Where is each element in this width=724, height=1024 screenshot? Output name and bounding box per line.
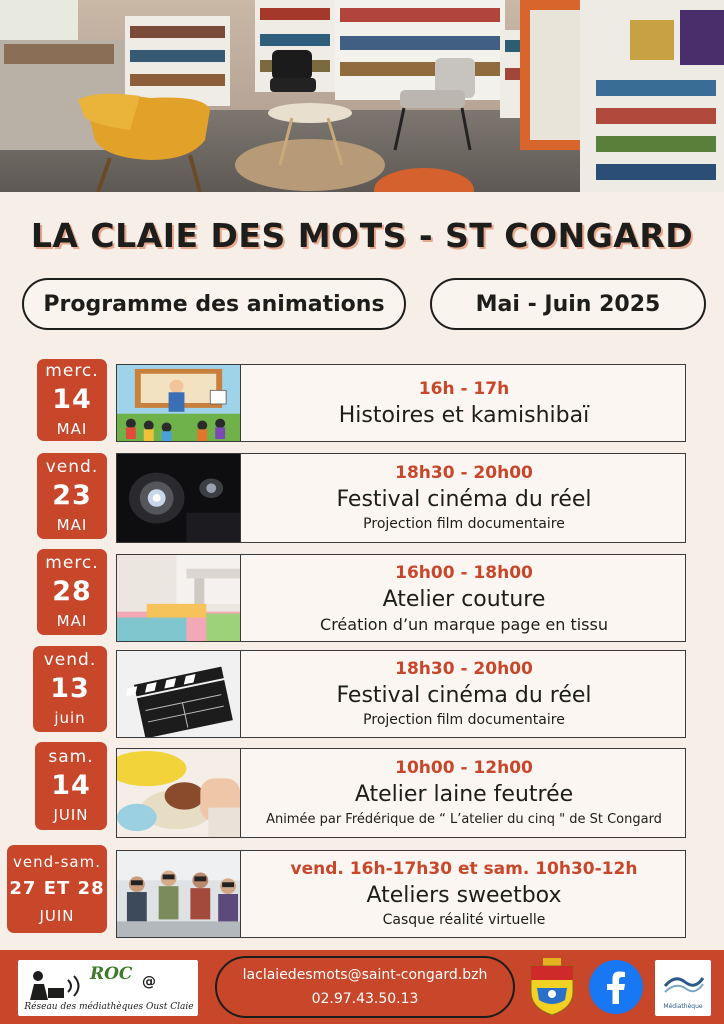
event-day-number: 13 <box>50 673 90 704</box>
event-day: sam. <box>48 747 94 767</box>
event-day-number: 23 <box>52 480 92 511</box>
event-day: vend-sam. <box>13 853 101 871</box>
event-subtitle: Animée par Frédérique de “ L’atelier du cinq " de St Congard <box>266 812 662 827</box>
event-month: MAI <box>56 420 88 438</box>
event-date-badge <box>37 549 107 635</box>
event-title: Atelier couture <box>382 587 546 612</box>
event-text <box>243 365 685 441</box>
commune-crest-icon <box>529 958 575 1016</box>
event-title: Ateliers sweetbox <box>366 883 562 908</box>
event-card <box>116 554 686 642</box>
event-day-number: 14 <box>51 770 91 801</box>
roc-logo-caption: Réseau des médiathèques Oust Claie <box>24 1002 194 1012</box>
event-month: MAI <box>56 612 88 630</box>
event-month: MAI <box>56 516 88 534</box>
event-date-badge <box>37 359 107 441</box>
event-date-badge <box>7 845 107 933</box>
event-month: JUIN <box>53 806 89 824</box>
mediatheque-logo <box>655 960 711 1016</box>
event-time: 18h30 - 20h00 <box>395 463 533 483</box>
event-card <box>116 650 686 738</box>
roc-logo-text: ROC <box>90 964 133 984</box>
clapperboard-photo <box>117 651 241 737</box>
vr-headsets-photo <box>117 851 241 937</box>
felted-wool-photo <box>117 749 241 837</box>
event-text <box>243 851 685 937</box>
event-title: Histoires et kamishibaï <box>338 402 590 428</box>
event-card <box>116 850 686 938</box>
mediatheque-logo-text: Médiathèque <box>663 1003 703 1010</box>
program-label: Programme des animations <box>22 278 406 330</box>
event-day-number: 28 <box>52 576 92 607</box>
period-label: Mai - Juin 2025 <box>430 278 706 330</box>
event-text <box>243 555 685 641</box>
event-time: 16h00 - 18h00 <box>395 563 533 583</box>
event-subtitle: Projection film documentaire <box>363 712 565 728</box>
book-wave-icon <box>655 964 711 1004</box>
page-title: LA CLAIE DES MOTS - ST CONGARD <box>30 216 694 255</box>
hero-photo-library-interior <box>0 0 724 192</box>
event-time: 10h00 - 12h00 <box>395 758 533 778</box>
contact-phone[interactable]: 02.97.43.50.13 <box>311 991 419 1007</box>
event-day-number: 14 <box>52 384 92 415</box>
event-time: 18h30 - 20h00 <box>395 659 533 679</box>
event-time: 16h - 17h <box>418 378 510 399</box>
event-day: merc. <box>45 553 99 573</box>
contact-info <box>215 956 515 1018</box>
event-day: vend. <box>43 650 97 670</box>
facebook-icon[interactable] <box>589 960 643 1014</box>
event-date-badge <box>33 646 107 732</box>
event-card <box>116 748 686 838</box>
event-subtitle: Projection film documentaire <box>363 516 565 532</box>
event-day: merc. <box>45 361 99 381</box>
contact-email[interactable]: laclaiedesmots@saint-congard.bzh <box>242 967 488 983</box>
event-subtitle: Création d’un marque page en tissu <box>320 615 608 634</box>
event-text <box>243 651 685 737</box>
film-projector-photo <box>117 454 241 542</box>
event-date-badge <box>35 742 107 830</box>
event-text <box>243 454 685 542</box>
event-card <box>116 364 686 442</box>
event-card <box>116 453 686 543</box>
event-day: vend. <box>45 457 99 477</box>
event-title: Festival cinéma du réel <box>336 487 592 512</box>
roc-logo <box>18 960 198 1016</box>
event-month: JUIN <box>39 907 75 925</box>
sewing-machine-photo <box>117 555 241 641</box>
roc-logo-at: @ <box>142 974 156 990</box>
event-month: juin <box>54 709 86 727</box>
event-day-number: 27 ET 28 <box>9 878 105 899</box>
footer <box>0 950 724 1024</box>
event-text <box>243 749 685 837</box>
event-date-badge <box>37 453 107 539</box>
event-title: Festival cinéma du réel <box>336 683 592 708</box>
event-title: Atelier laine feutrée <box>354 782 574 807</box>
event-subtitle: Casque réalité virtuelle <box>382 912 546 928</box>
event-time: vend. 16h-17h30 et sam. 10h30-12h <box>290 859 638 879</box>
kamishibai-illustration <box>117 365 241 441</box>
reader-icon <box>24 966 84 1006</box>
